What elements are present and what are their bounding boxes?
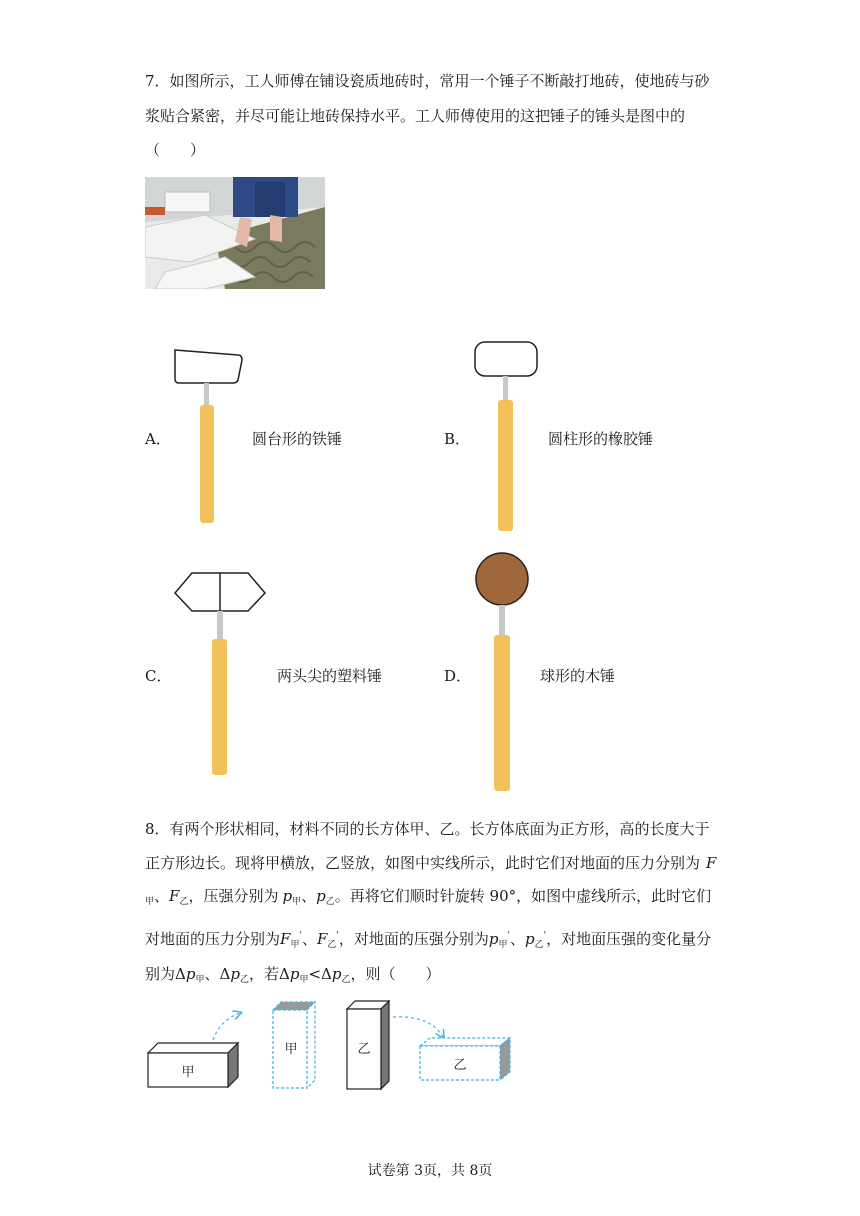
option-a-text: 圆台形的铁锤 [252, 430, 343, 448]
option-c-letter: C． [145, 667, 172, 685]
q7-text-line2: 浆贴合紧密，并尽可能让地砖保持水平。工人师傅使用的这把锤子的锤头是图中的 [145, 107, 686, 125]
q7-text-line1: 7．如图所示，工人师傅在铺设瓷质地砖时，常用一个锤子不断敲打地砖，使地砖与砂 [145, 72, 710, 90]
tile-worker-photo [145, 177, 325, 289]
hammer-a-icon [170, 345, 245, 525]
label-jia-solid: 甲 [181, 1065, 195, 1080]
block-jia-vertical-dashed [273, 1002, 315, 1088]
rotation-figure [145, 995, 525, 1095]
q8-text-line2: 正方形边长。现将甲横放，乙竖放，如图中实线所示，此时它们对地面的压力分别为 F [145, 854, 717, 872]
page-footer: 试卷第 3页，共 8页 [367, 1163, 493, 1179]
option-d-text: 球形的木锤 [540, 667, 616, 685]
q7-text-line3: （ ） [145, 141, 206, 159]
q8-text-line4: 对地面的压力分别为$F_甲'$、$F_乙'$，对地面的压强分别为$p_甲'$、$p_乙'$，对地面压强的变化量分 [145, 930, 712, 950]
option-d-letter: D． [444, 667, 472, 685]
hammer-b-icon [470, 338, 545, 533]
q8-text-line1: 8．有两个形状相同，材料不同的长方体甲、乙。长方体底面为正方形，高的长度大于 [145, 820, 710, 838]
label-yi-dashed: 乙 [453, 1058, 467, 1073]
q8-text-line5: 别为$\Delta p_甲$、$\Delta p_乙$，若$\Delta p_甲<\Delta p_乙$，则（ ） [145, 965, 441, 985]
label-jia-dashed: 甲 [284, 1042, 298, 1057]
q8-text-line3: $_甲$、$F_乙$，压强分别为 $p_甲$、$p_乙$。再将它们顺时针旋转 90°，如图中虚线所示，此时它们 [145, 887, 712, 907]
option-a-letter: A． [145, 430, 171, 448]
hammer-c-icon [170, 565, 270, 777]
hammer-d-icon [470, 548, 540, 793]
option-b-letter: B． [444, 430, 471, 448]
block-jia-horizontal [148, 1043, 238, 1087]
block-yi-horizontal-dashed [420, 1038, 510, 1080]
label-yi-solid: 乙 [357, 1042, 371, 1057]
option-c-text: 两头尖的塑料锤 [277, 667, 383, 685]
option-b-text: 圆柱形的橡胶锤 [548, 430, 654, 448]
block-yi-vertical [347, 1001, 389, 1089]
